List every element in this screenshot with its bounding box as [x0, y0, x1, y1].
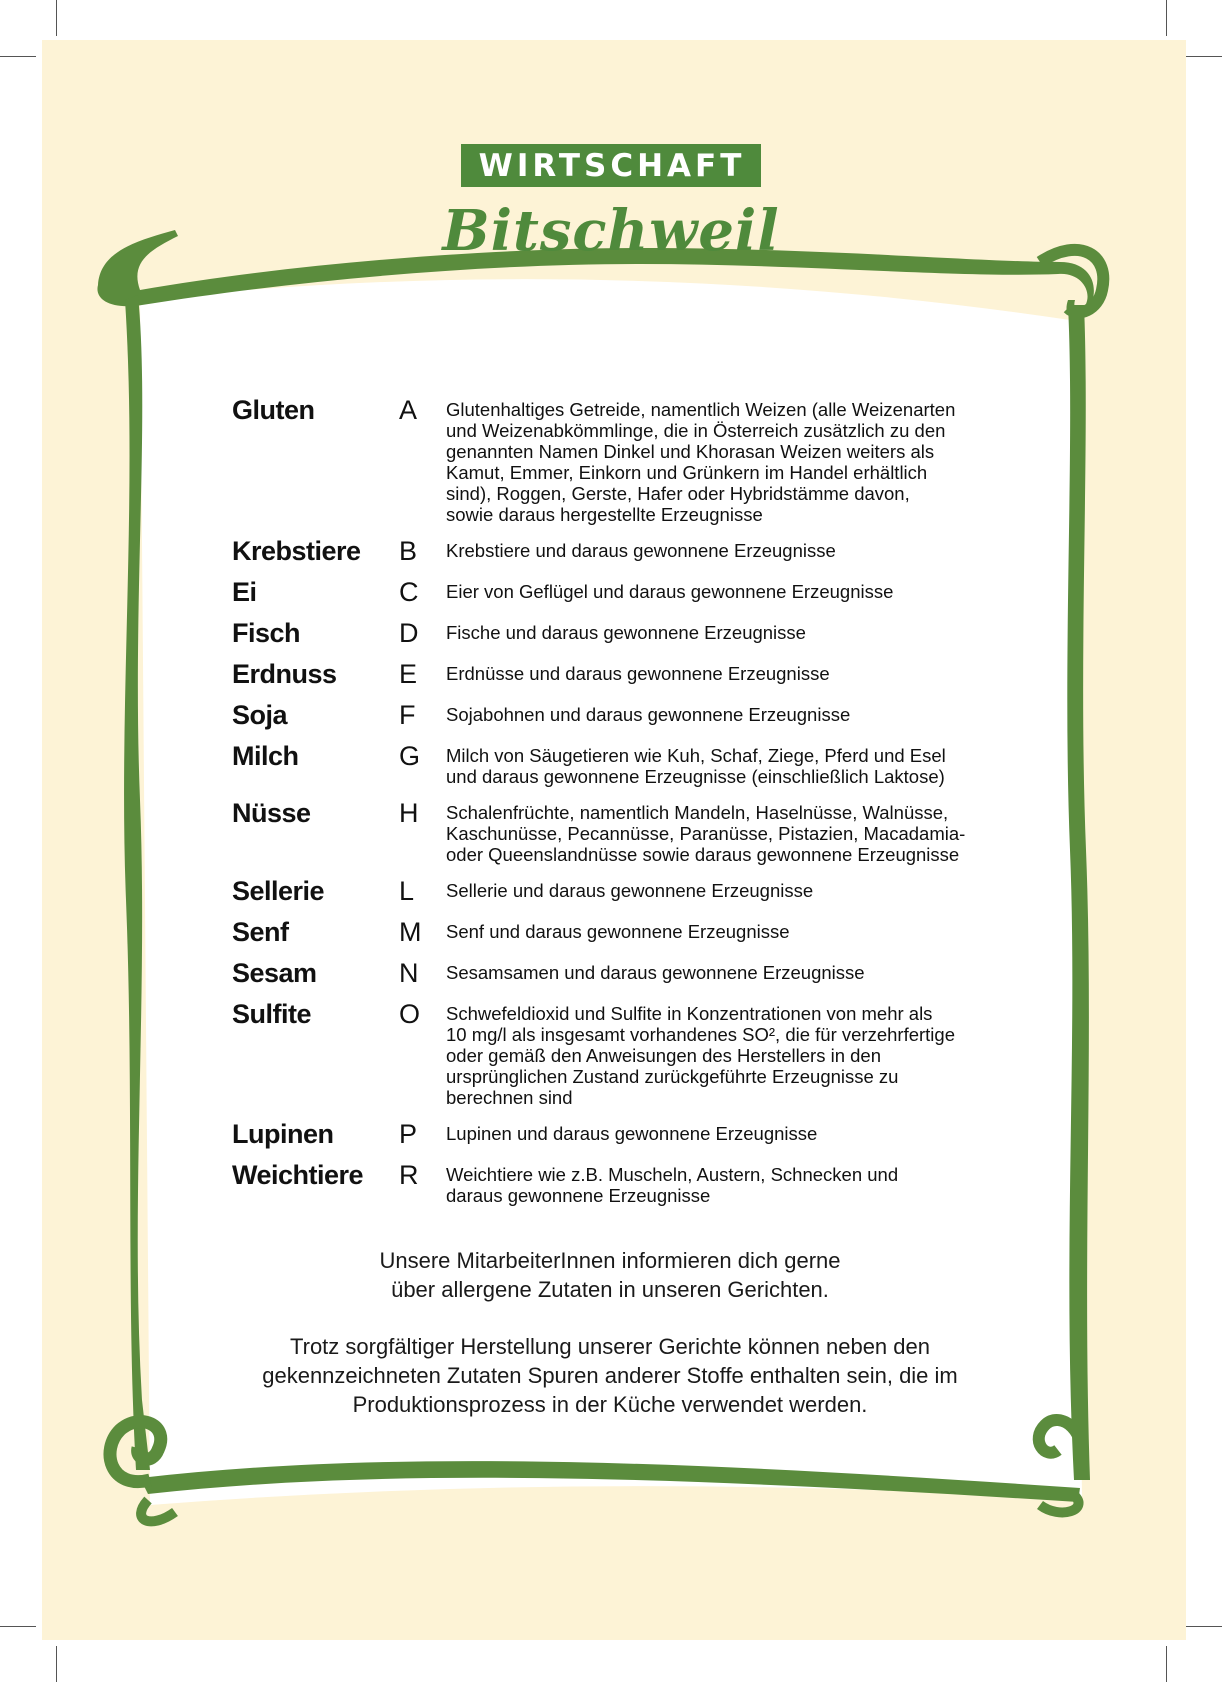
allergen-name: Sulfite [232, 999, 312, 1029]
allergen-description: Krebstiere und daraus gewonnene Erzeugnisse [446, 540, 836, 561]
allergen-name: Nüsse [232, 798, 311, 828]
allergen-description: Sesamsamen und daraus gewonnene Erzeugnisse [446, 962, 865, 983]
allergen-name: Krebstiere [232, 536, 361, 566]
allergen-row [232, 618, 992, 648]
allergen-code: O [399, 999, 421, 1029]
allergen-code: A [399, 395, 418, 425]
allergen-code: H [399, 798, 419, 828]
allergen-code: E [399, 659, 418, 689]
allergen-description: Senf und daraus gewonnene Erzeugnisse [446, 921, 790, 942]
logo [0, 144, 1222, 187]
allergen-name: Lupinen [232, 1119, 334, 1149]
allergen-code: L [399, 876, 415, 906]
allergen-description: Sojabohnen und daraus gewonnene Erzeugnisse [446, 704, 851, 725]
allergen-name: Sesam [232, 958, 317, 988]
allergen-name: Soja [232, 700, 288, 730]
allergen-description: Sellerie und daraus gewonnene Erzeugnisse [446, 880, 814, 901]
allergen-row [232, 917, 992, 947]
allergen-code: R [399, 1160, 419, 1190]
allergen-name: Fisch [232, 618, 301, 648]
allergen-code: C [399, 577, 419, 607]
allergen-row [232, 1160, 992, 1206]
allergen-description: Milch von Säugetieren wie Kuh, Schaf, Ziege, Pferd und Esel und daraus gewonnene Erzeugnisse (einschließlich Laktose) [446, 745, 946, 787]
allergen-name: Ei [232, 577, 257, 607]
allergen-row [232, 958, 992, 988]
logo-wordmark-box: WIRTSCHAFT [461, 144, 762, 187]
allergen-row [232, 999, 992, 1108]
allergen-row [232, 1119, 992, 1149]
allergen-description: Weichtiere wie z.B. Muscheln, Austern, Schnecken und daraus gewonnene Erzeugnisse [446, 1164, 899, 1206]
allergen-description: Erdnüsse und daraus gewonnene Erzeugnisse [446, 663, 830, 684]
allergen-description: Eier von Geflügel und daraus gewonnene Erzeugnisse [446, 581, 894, 602]
allergen-description: Lupinen und daraus gewonnene Erzeugnisse [446, 1123, 818, 1144]
allergen-description: Schalenfrüchte, namentlich Mandeln, Haselnüsse, Walnüsse, Kaschunüsse, Pecannüsse, Paranüsse, Pistazien, Macadamia- oder Queenslandnüsse sowie daraus gewonnene Erzeugnisse [446, 802, 966, 865]
allergen-name: Senf [232, 917, 289, 947]
allergen-row [232, 395, 992, 525]
allergen-list [232, 395, 992, 1217]
allergen-description: Glutenhaltiges Getreide, namentlich Weizen (alle Weizenarten und Weizenabkömmlinge, die in Österreich zusätzlich zu den genannten Namen Dinkel und Khorasan Weizen weiters als Kamut, Emmer, Einkorn und Grünkern im Handel erhältlich sind), Roggen, Gerste, Hafer oder Hybridstämme davon, sowie daraus hergestellte Erzeugnisse [446, 399, 956, 525]
allergen-description: Schwefeldioxid und Sulfite in Konzentrationen von mehr als 10 mg/l als insgesamt vorhandenes SO², die für verzehrfertige oder gemäß den Anweisungen des Herstellers in den ursprünglichen Zustand zurückgeführte Erzeugnisse zu berechnen sind [446, 1003, 955, 1108]
allergen-name: Gluten [232, 395, 315, 425]
allergen-row [232, 700, 992, 730]
allergen-name: Erdnuss [232, 659, 337, 689]
allergen-name: Weichtiere [232, 1160, 364, 1190]
staff-info-note: Unsere MitarbeiterInnen informieren dich gerne über allergene Zutaten in unseren Gerichten. [379, 1248, 841, 1302]
allergen-code: D [399, 618, 419, 648]
allergen-row [232, 741, 992, 787]
allergen-row [232, 798, 992, 865]
allergen-code: G [399, 741, 421, 771]
allergen-row [232, 659, 992, 689]
allergen-code: N [399, 958, 419, 988]
allergen-code: M [399, 917, 422, 947]
logo-script-name: Bitschweil [442, 198, 780, 264]
allergen-code: B [399, 536, 418, 566]
allergen-name: Milch [232, 741, 299, 771]
allergen-row [232, 876, 992, 906]
allergen-description: Fische und daraus gewonnene Erzeugnisse [446, 622, 806, 643]
allergen-code: F [399, 700, 416, 730]
allergen-code: P [399, 1119, 418, 1149]
allergen-name: Sellerie [232, 876, 325, 906]
allergen-row [232, 536, 992, 566]
traces-disclaimer: Trotz sorgfältiger Herstellung unserer Gerichte können neben den gekennzeichneten Zutaten Spuren anderer Stoffe enthalten sein, die im Produktionsprozess in der Küche verwendet werden. [262, 1334, 958, 1417]
allergen-row [232, 577, 992, 607]
